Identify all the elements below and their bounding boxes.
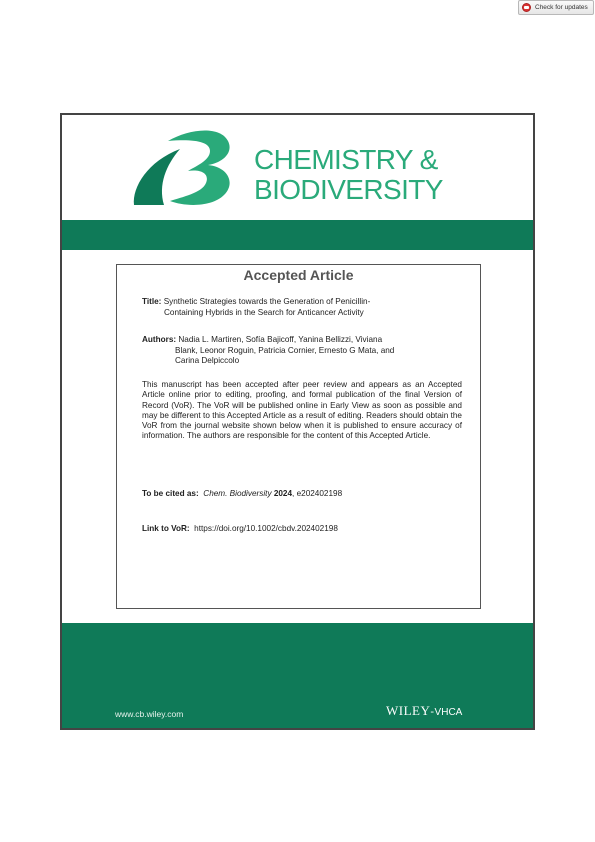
accepted-notice-paragraph: This manuscript has been accepted after peer review and appears as an Accepted Article online prior to editing, proofing, and formal publication of the final Version of Record (VoR). The VoR will be published online in Early View as soon as possible and may be different to this Accepted Article as a result of editing. Readers should obtain the VoR from the journal website shown below when it is published to ensure accuracy of information. The authors are responsible for the content of this Accepted Article.: [142, 380, 462, 441]
journal-name-line1: CHEMISTRY &: [254, 144, 438, 175]
check-for-updates-button[interactable]: [518, 0, 594, 15]
vor-link[interactable]: https://doi.org/10.1002/cbdv.202402198: [194, 524, 338, 533]
vhca-wordmark: VHCA: [434, 707, 463, 718]
authors-field: [142, 335, 485, 367]
authors-label: Authors:: [142, 335, 177, 344]
link-to-vor-field: [142, 524, 338, 535]
citation-field: [142, 489, 342, 500]
title-line-1: Synthetic Strategies towards the Generation of Penicillin-: [163, 297, 371, 306]
title-field: [142, 297, 464, 318]
citation-journal: Chem. Biodiversity: [203, 489, 272, 498]
wiley-separator: -: [430, 706, 435, 718]
accepted-article-box: [116, 264, 481, 609]
authors-line-3: Carina Delpiccolo: [175, 356, 240, 365]
accepted-article-heading: Accepted Article: [243, 267, 354, 283]
journal-cover: [60, 113, 535, 730]
green-band-top: [62, 220, 533, 250]
citation-year: 2024: [273, 489, 293, 498]
authors-line-2: Blank, Leonor Roguin, Patricia Cornier, Ernesto G Mata, and: [175, 345, 395, 355]
journal-name: [254, 145, 443, 205]
crossmark-icon: [522, 3, 531, 12]
authors-line-1: Nadia L. Martiren, Sofía Bajicoff, Yanina Bellizzi, Viviana: [178, 335, 383, 344]
wiley-wordmark: WILEY: [386, 703, 431, 718]
check-for-updates-label: Check for updates: [535, 4, 588, 11]
title-line-2: Containing Hybrids in the Search for Anticancer Activity: [164, 307, 364, 317]
title-label: Title:: [142, 297, 162, 306]
journal-website-link[interactable]: www.cb.wiley.com: [115, 709, 184, 719]
wiley-vhca-logo: [386, 703, 462, 719]
link-to-vor-label: Link to VoR:: [142, 524, 190, 533]
citation-id: , e202402198: [292, 489, 343, 498]
cb-logo-icon: [128, 127, 238, 209]
journal-name-line2: BIODIVERSITY: [254, 174, 443, 205]
citation-label: To be cited as:: [142, 489, 199, 498]
